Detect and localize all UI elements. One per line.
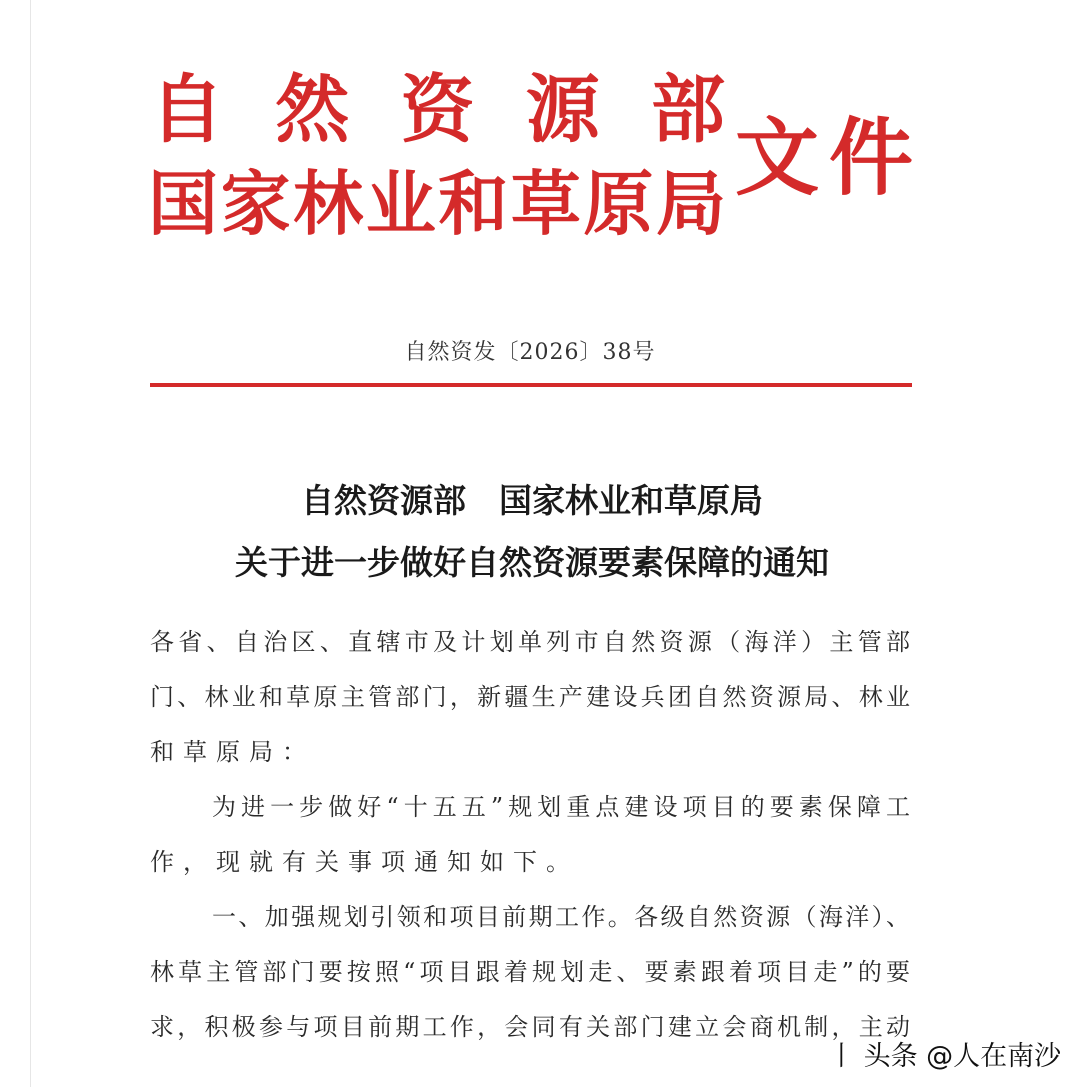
document-title-line-2: 关于进一步做好自然资源要素保障的通知 xyxy=(235,543,829,582)
suffix-char: 文 xyxy=(735,108,820,207)
issuer-char: 然 xyxy=(275,67,350,153)
document-suffix xyxy=(735,108,913,207)
body-line: 各省、自治区、直辖市及计划单列市自然资源（海洋）主管部 xyxy=(150,628,910,656)
issuer-char: 部 xyxy=(651,67,725,153)
body-line: 为进一步做好“十五五”规划重点建设项目的要素保障工 xyxy=(212,793,910,821)
body-line: 和草原局： xyxy=(150,738,315,766)
issuer-char: 资 xyxy=(400,67,475,153)
document-number: 自然资发〔2026〕38号 xyxy=(404,340,656,365)
issuer-line-2 xyxy=(148,162,726,246)
watermark: 丨 头条 @人在南沙 xyxy=(828,1041,1062,1072)
issuer-char: 林 xyxy=(293,162,364,245)
issuer-char: 草 xyxy=(510,162,581,245)
document-title-line-1: 自然资源部 国家林业和草原局 xyxy=(301,481,763,520)
issuer-char: 家 xyxy=(220,162,291,245)
body-line: 求，积极参与项目前期工作，会同有关部门建立会商机制，主动 xyxy=(150,1013,910,1041)
issuer-char: 业 xyxy=(365,162,436,245)
body-line: 门、林业和草原主管部门，新疆生产建设兵团自然资源局、林业 xyxy=(150,683,910,711)
issuer-char: 和 xyxy=(438,162,509,245)
suffix-char: 件 xyxy=(828,108,913,207)
issuer-char: 自 xyxy=(150,67,224,153)
issuer-char: 国 xyxy=(148,162,218,245)
body-line: 一、加强规划引领和项目前期工作。各级自然资源（海洋）、 xyxy=(212,903,910,931)
issuer-char: 原 xyxy=(583,162,654,245)
red-divider xyxy=(150,383,912,387)
issuer-char: 局 xyxy=(655,162,726,245)
body-line: 林草主管部门要按照“项目跟着规划走、要素跟着项目走”的要 xyxy=(150,958,910,986)
body-line: 作，现就有关事项通知如下。 xyxy=(150,848,579,876)
issuer-line-1 xyxy=(150,68,725,152)
issuer-char: 源 xyxy=(525,67,600,153)
